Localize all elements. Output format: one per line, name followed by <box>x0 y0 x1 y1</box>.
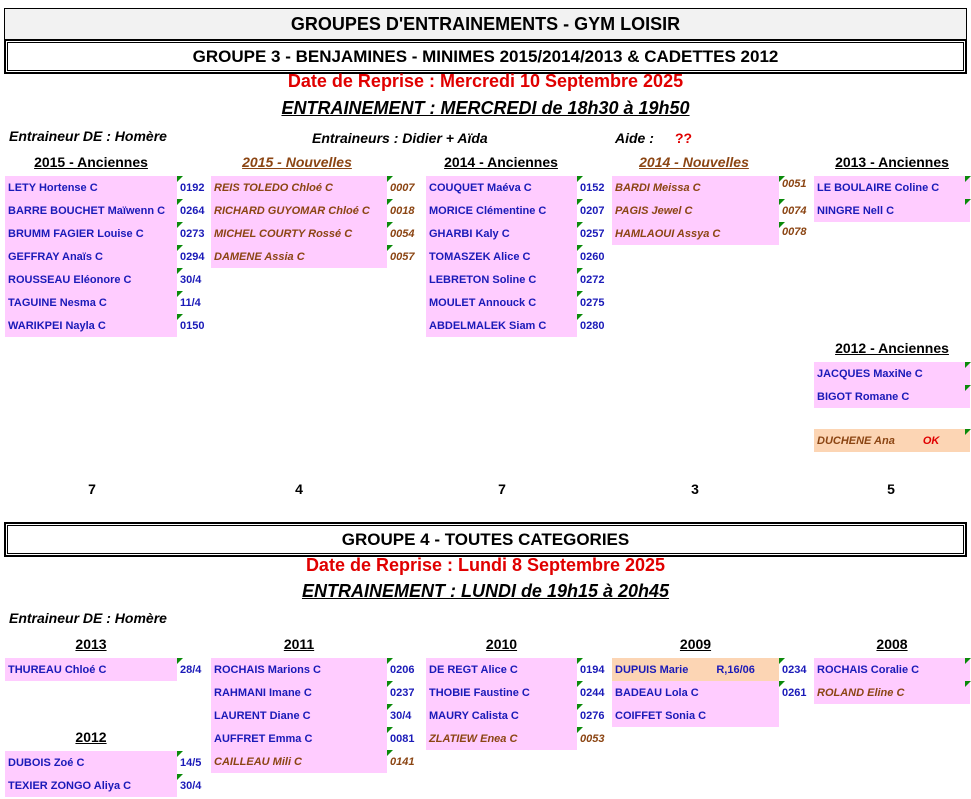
member-number: 0150 <box>180 319 205 332</box>
list-item: DUBOIS Zoé C <box>5 751 177 774</box>
member-number: 0261 <box>782 686 807 699</box>
member-number: 0264 <box>180 204 205 217</box>
list-item: GHARBI Kaly C <box>426 222 577 245</box>
col-header-2015-anciennes: 2015 - Anciennes <box>34 154 148 170</box>
member-number: 0081 <box>390 732 415 745</box>
list-item: CAILLEAU Mili C <box>211 750 387 773</box>
list-item: BRUMM FAGIER Louise C <box>5 222 177 245</box>
list-item: JACQUES MaxiNe C <box>814 362 970 385</box>
member-number: 0018 <box>390 204 415 217</box>
member-number: 14/5 <box>180 756 202 769</box>
list-item: MOULET Annouck C <box>426 291 577 314</box>
list-item: RAHMANI Imane C <box>211 681 387 704</box>
member-number: 0051 <box>782 177 807 190</box>
member-number: 30/4 <box>180 779 202 792</box>
list-item: ABDELMALEK Siam C <box>426 314 577 337</box>
member-number: 0237 <box>390 686 415 699</box>
list-item: THOBIE Faustine C <box>426 681 577 704</box>
list-item: DE REGT Alice C <box>426 658 577 681</box>
list-item: DUCHENE Ana OK <box>814 429 970 452</box>
member-number: 30/4 <box>180 273 202 286</box>
member-number: 0007 <box>390 181 415 194</box>
member-number: 0276 <box>580 709 605 722</box>
col-header-2010: 2010 <box>485 636 518 652</box>
member-number: 0234 <box>782 663 807 676</box>
col-header-2011: 2011 <box>283 636 315 652</box>
member-number: 0275 <box>580 296 605 309</box>
list-item: RICHARD GUYOMAR Chloé C <box>211 199 387 222</box>
member-number: 0280 <box>580 319 605 332</box>
page-title: GROUPES D'ENTRAINEMENTS - GYM LOISIR <box>4 8 967 41</box>
group4-training-schedule: ENTRAINEMENT : LUNDI de 19h15 à 20h45 <box>301 581 670 601</box>
member-number: 0054 <box>390 227 415 240</box>
list-item: DAMENE Assia C <box>211 245 387 268</box>
note-text: R,16/06 <box>716 663 755 676</box>
col-header-2012-anciennes: 2012 - Anciennes <box>835 340 949 356</box>
total-2013-2012: 5 <box>887 481 895 497</box>
list-item: WARIKPEI Nayla C <box>5 314 177 337</box>
list-item: ROCHAIS Marions C <box>211 658 387 681</box>
member-number: 30/4 <box>390 709 412 722</box>
list-item: ROLAND Eline C <box>814 681 970 704</box>
member-number: 0141 <box>390 755 415 768</box>
list-item: TEXIER ZONGO Aliya C <box>5 774 177 797</box>
col-header-2008: 2008 <box>876 636 908 652</box>
total-2014-nouvelles: 3 <box>691 481 699 497</box>
status-badge: OK <box>922 434 940 447</box>
list-item: MAURY Calista C <box>426 704 577 727</box>
list-item: TOMASZEK Alice C <box>426 245 577 268</box>
member-number: 0152 <box>580 181 605 194</box>
total-2015-anciennes: 7 <box>88 481 96 497</box>
member-number: 0194 <box>580 663 605 676</box>
member-number: 0192 <box>180 181 205 194</box>
list-item: BIGOT Romane C <box>814 385 970 408</box>
col-header-2012: 2012 <box>75 729 107 745</box>
col-header-2015-nouvelles: 2015 - Nouvelles <box>242 154 352 170</box>
list-item: ROCHAIS Coralie C <box>814 658 970 681</box>
list-item: DUPUIS Marie R,16/06 <box>612 658 779 681</box>
group4-reprise-date: Date de Reprise : Lundi 8 Septembre 2025 <box>305 555 666 575</box>
total-2014-anciennes: 7 <box>498 481 506 497</box>
list-item: PAGIS Jewel C <box>612 199 779 222</box>
member-number: 0272 <box>580 273 605 286</box>
member-number: 0053 <box>580 732 605 745</box>
list-item: HAMLAOUI Assya C <box>612 222 779 245</box>
list-item: ROUSSEAU Eléonore C <box>5 268 177 291</box>
list-item: LEBRETON Soline C <box>426 268 577 291</box>
list-item: AUFFRET Emma C <box>211 727 387 750</box>
group4-header: GROUPE 4 - TOUTES CATEGORIES <box>4 522 967 557</box>
group3-reprise-date: Date de Reprise : Mercredi 10 Septembre 2025 <box>287 71 684 91</box>
group3-header: GROUPE 3 - BENJAMINES - MINIMES 2015/2014/2013 & CADETTES 2012 <box>4 39 967 74</box>
member-number: 11/4 <box>180 296 201 309</box>
list-item: LAURENT Diane C <box>211 704 387 727</box>
list-item: LE BOULAIRE Coline C <box>814 176 970 199</box>
member-number: 0207 <box>580 204 605 217</box>
list-item: THUREAU Chloé C <box>5 658 177 681</box>
list-item: BARDI Meissa C <box>612 176 779 199</box>
list-item: BARRE BOUCHET Maïwenn C <box>5 199 177 222</box>
group3-coach: Entraineur DE : Homère <box>9 128 167 144</box>
col-header-2014-anciennes: 2014 - Anciennes <box>444 154 558 170</box>
group3-aide-value: ?? <box>675 130 693 146</box>
list-item: MICHEL COURTY Rossé C <box>211 222 387 245</box>
list-item: ZLATIEW Enea C <box>426 727 577 750</box>
col-header-2013: 2013 <box>75 636 107 652</box>
list-item: NINGRE Nell C <box>814 199 970 222</box>
member-number: 0057 <box>390 250 415 263</box>
list-item: REIS TOLEDO Chloé C <box>211 176 387 199</box>
list-item: COUQUET Maéva C <box>426 176 577 199</box>
list-item: TAGUINE Nesma C <box>5 291 177 314</box>
col-header-2014-nouvelles: 2014 - Nouvelles <box>639 154 749 170</box>
member-number: 0257 <box>580 227 605 240</box>
total-2015-nouvelles: 4 <box>295 481 303 497</box>
member-number: 0273 <box>180 227 205 240</box>
member-number: 0206 <box>390 663 415 676</box>
member-number: 0294 <box>180 250 205 263</box>
list-item: GEFFRAY Anaïs C <box>5 245 177 268</box>
group3-trainers: Entraineurs : Didier + Aïda <box>312 130 488 146</box>
list-item: BADEAU Lola C <box>612 681 779 704</box>
member-number: 0260 <box>580 250 605 263</box>
list-item: MORICE Clémentine C <box>426 199 577 222</box>
col-header-2013-anciennes: 2013 - Anciennes <box>835 154 949 170</box>
member-number: 28/4 <box>180 663 202 676</box>
member-number: 0074 <box>782 204 807 217</box>
member-number: 0244 <box>580 686 605 699</box>
group4-coach: Entraineur DE : Homère <box>9 610 167 626</box>
group3-aide-label: Aide : <box>615 130 654 146</box>
list-item: LETY Hortense C <box>5 176 177 199</box>
col-header-2009: 2009 <box>679 636 712 652</box>
list-item: COIFFET Sonia C <box>612 704 779 727</box>
group3-training-schedule: ENTRAINEMENT : MERCREDI de 18h30 à 19h50 <box>281 98 690 118</box>
member-number: 0078 <box>782 225 807 238</box>
